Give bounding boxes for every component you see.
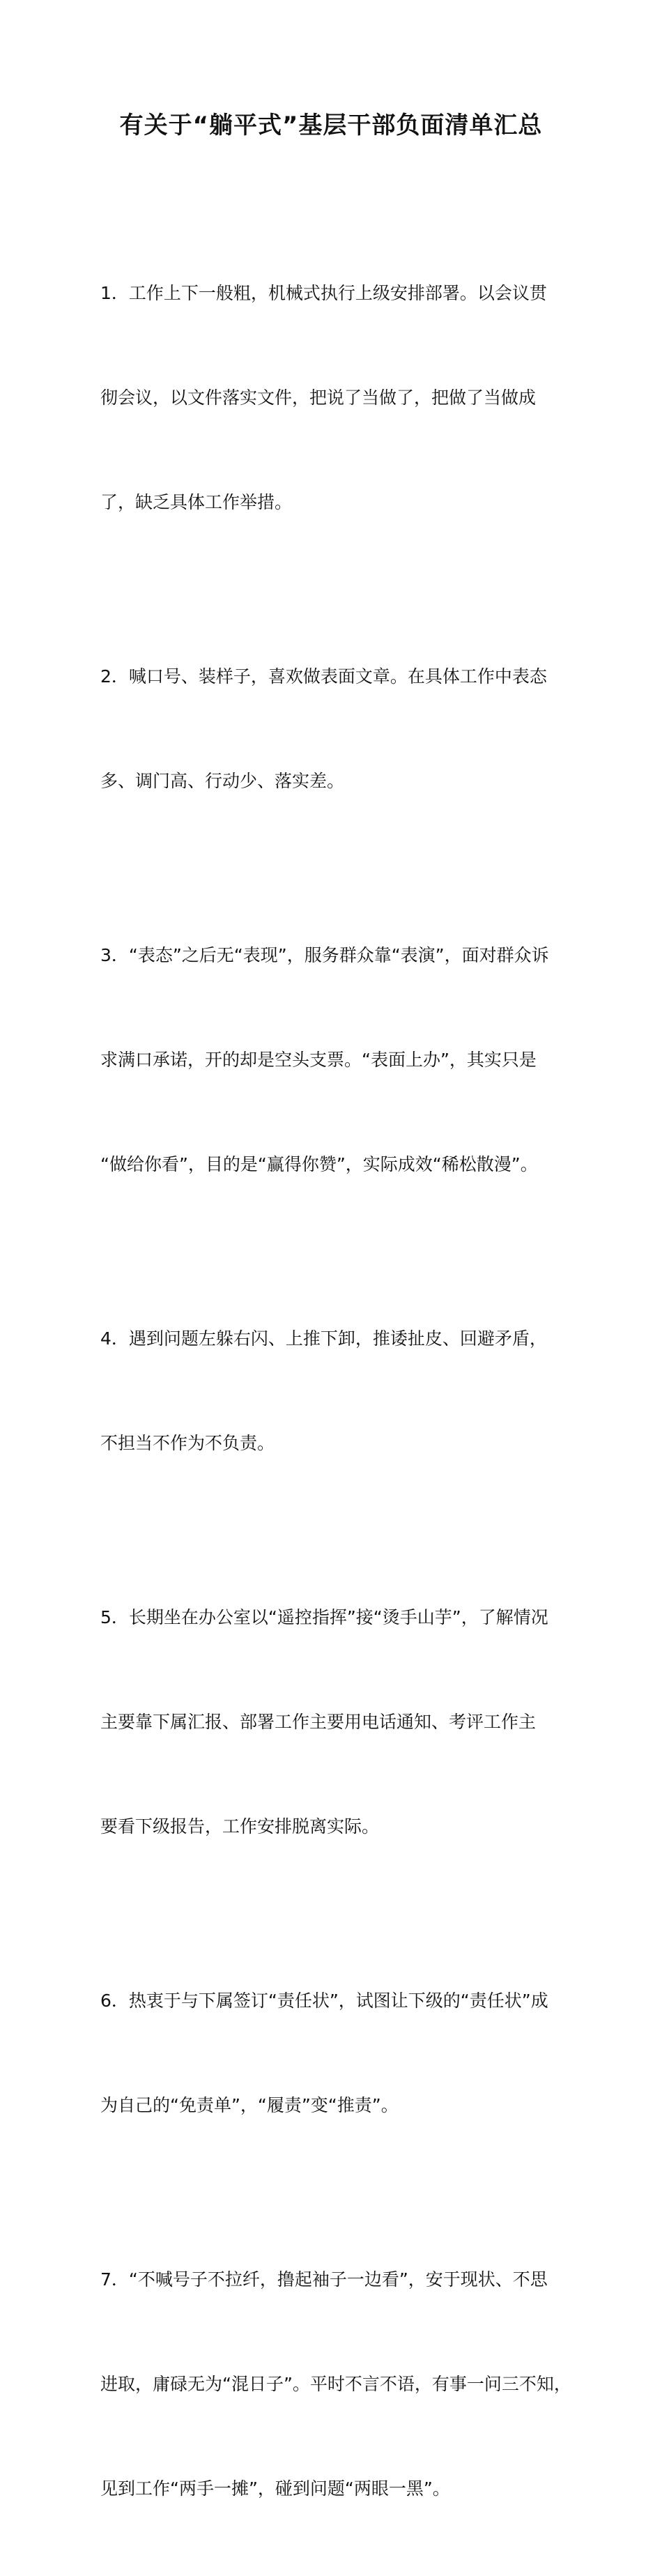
text-line: 7．“不喊号子不拉纤，撸起袖子一边看”，安于现状、不思 <box>100 2269 548 2290</box>
text-line: 3．“表态”之后无“表现”，服务群众靠“表演”，面对群众诉 <box>100 945 549 965</box>
text-line: 4．遇到问题左躲右闪、上推下卸，推诿扯皮、回避矛盾， <box>100 1328 547 1349</box>
text-line: 2．喊口号、装样子，喜欢做表面文章。在具体工作中表态 <box>100 666 547 687</box>
text-line: 5．长期坐在办公室以“遥控指挥”接“烫手山芋”，了解情况 <box>100 1607 548 1627</box>
text-line: 求满口承诺，开的却是空头支票。“表面上办”，其实只是 <box>100 1050 537 1070</box>
text-line: 要看下级报告，工作安排脱离实际。 <box>100 1816 380 1837</box>
list-item-6 <box>100 1914 578 2193</box>
text-line: 6．热衷于与下属签订“责任状”，试图让下级的“责任状”成 <box>100 1991 548 2011</box>
text-line: 为自己的“免责单”，“履责”变“推责”。 <box>100 2095 399 2115</box>
text-line: 了，缺乏具体工作举措。 <box>100 492 293 512</box>
list-item-2 <box>100 590 578 868</box>
text-line: 1．工作上下一般粗，机械式执行上级安排部署。以会议贯 <box>100 283 547 303</box>
list-item-7 <box>100 2193 578 2576</box>
list-item-5 <box>100 1531 578 1914</box>
text-line: 见到工作“两手一摊”，碰到问题“两眼一黑”。 <box>100 2478 450 2499</box>
document-body <box>100 206 578 2576</box>
text-line: 进取，庸碌无为“混日子”。平时不言不语，有事一问三不知， <box>100 2374 571 2394</box>
list-item-4 <box>100 1252 578 1531</box>
text-line: 不担当不作为不负责。 <box>100 1433 275 1453</box>
list-item-1 <box>100 206 578 590</box>
text-line: “做给你看”，目的是“赢得你赞”，实际成效“稀松散漫”。 <box>100 1154 538 1174</box>
list-item-3 <box>100 868 578 1252</box>
text-line: 主要靠下属汇报、部署工作主要用电话通知、考评工作主 <box>100 1712 537 1732</box>
document-title: 有关于“躺平式”基层干部负面清单汇总 <box>119 112 543 139</box>
text-line: 彻会议，以文件落实文件，把说了当做了，把做了当做成 <box>100 388 537 408</box>
text-line: 多、调门高、行动少、落实差。 <box>100 771 345 791</box>
